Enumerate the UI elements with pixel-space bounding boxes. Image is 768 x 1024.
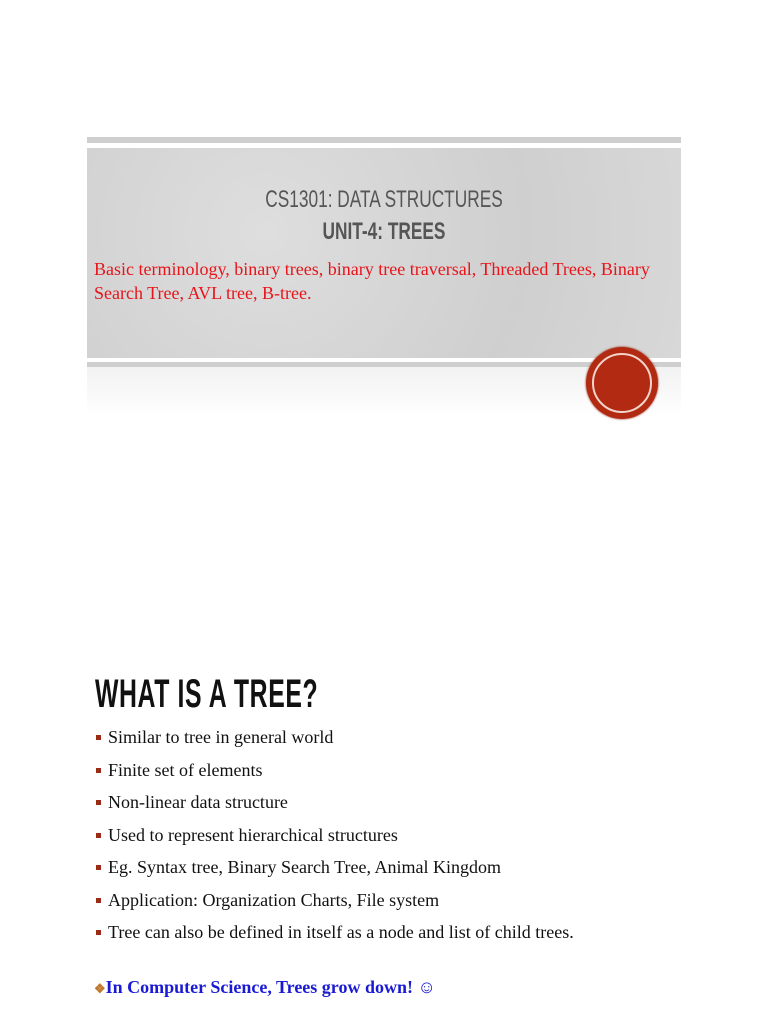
bullet-text: Used to represent hierarchical structures <box>108 824 398 845</box>
top-strip <box>87 137 681 143</box>
list-item <box>95 825 655 846</box>
list-item <box>95 792 655 813</box>
bullet-text: Finite set of elements <box>108 759 263 780</box>
list-item <box>95 890 655 911</box>
bullet-icon <box>96 930 101 935</box>
bullet-icon <box>96 768 101 773</box>
bullet-icon <box>96 898 101 903</box>
note-text: In Computer Science, Trees grow down! ☺ <box>105 977 436 997</box>
list-item <box>95 922 655 943</box>
list-item <box>95 857 655 878</box>
list-item <box>95 760 655 781</box>
list-item <box>95 727 655 748</box>
bullet-text: Eg. Syntax tree, Binary Search Tree, Animal Kingdom <box>108 857 501 877</box>
bullet-text: Application: Organization Charts, File system <box>108 889 440 910</box>
red-circle-badge-icon <box>586 347 658 419</box>
highlight-note <box>94 977 436 998</box>
bullet-list <box>95 727 655 955</box>
bullet-text: Similar to tree in general world <box>108 727 334 747</box>
diamond-bullet-icon: ❖ <box>94 981 106 996</box>
bullet-icon <box>96 800 101 805</box>
title-panel <box>87 148 681 358</box>
course-title: CS1301: DATA STRUCTURES <box>265 186 503 213</box>
bullet-text: Non-linear data structure <box>108 792 288 812</box>
bullet-icon <box>96 865 101 870</box>
unit-title: UNIT-4: TREES <box>322 218 446 245</box>
bullet-icon <box>96 735 101 740</box>
slide-heading: WHAT IS A TREE? <box>95 672 319 716</box>
bullet-text: Tree can also be defined in itself as a node and list of child trees. <box>108 922 574 942</box>
topics-text: Basic terminology, binary trees, binary tree traversal, Threaded Trees, Binary Search Tree, AVL tree, B-tree. <box>94 259 650 303</box>
bullet-icon <box>96 833 101 838</box>
